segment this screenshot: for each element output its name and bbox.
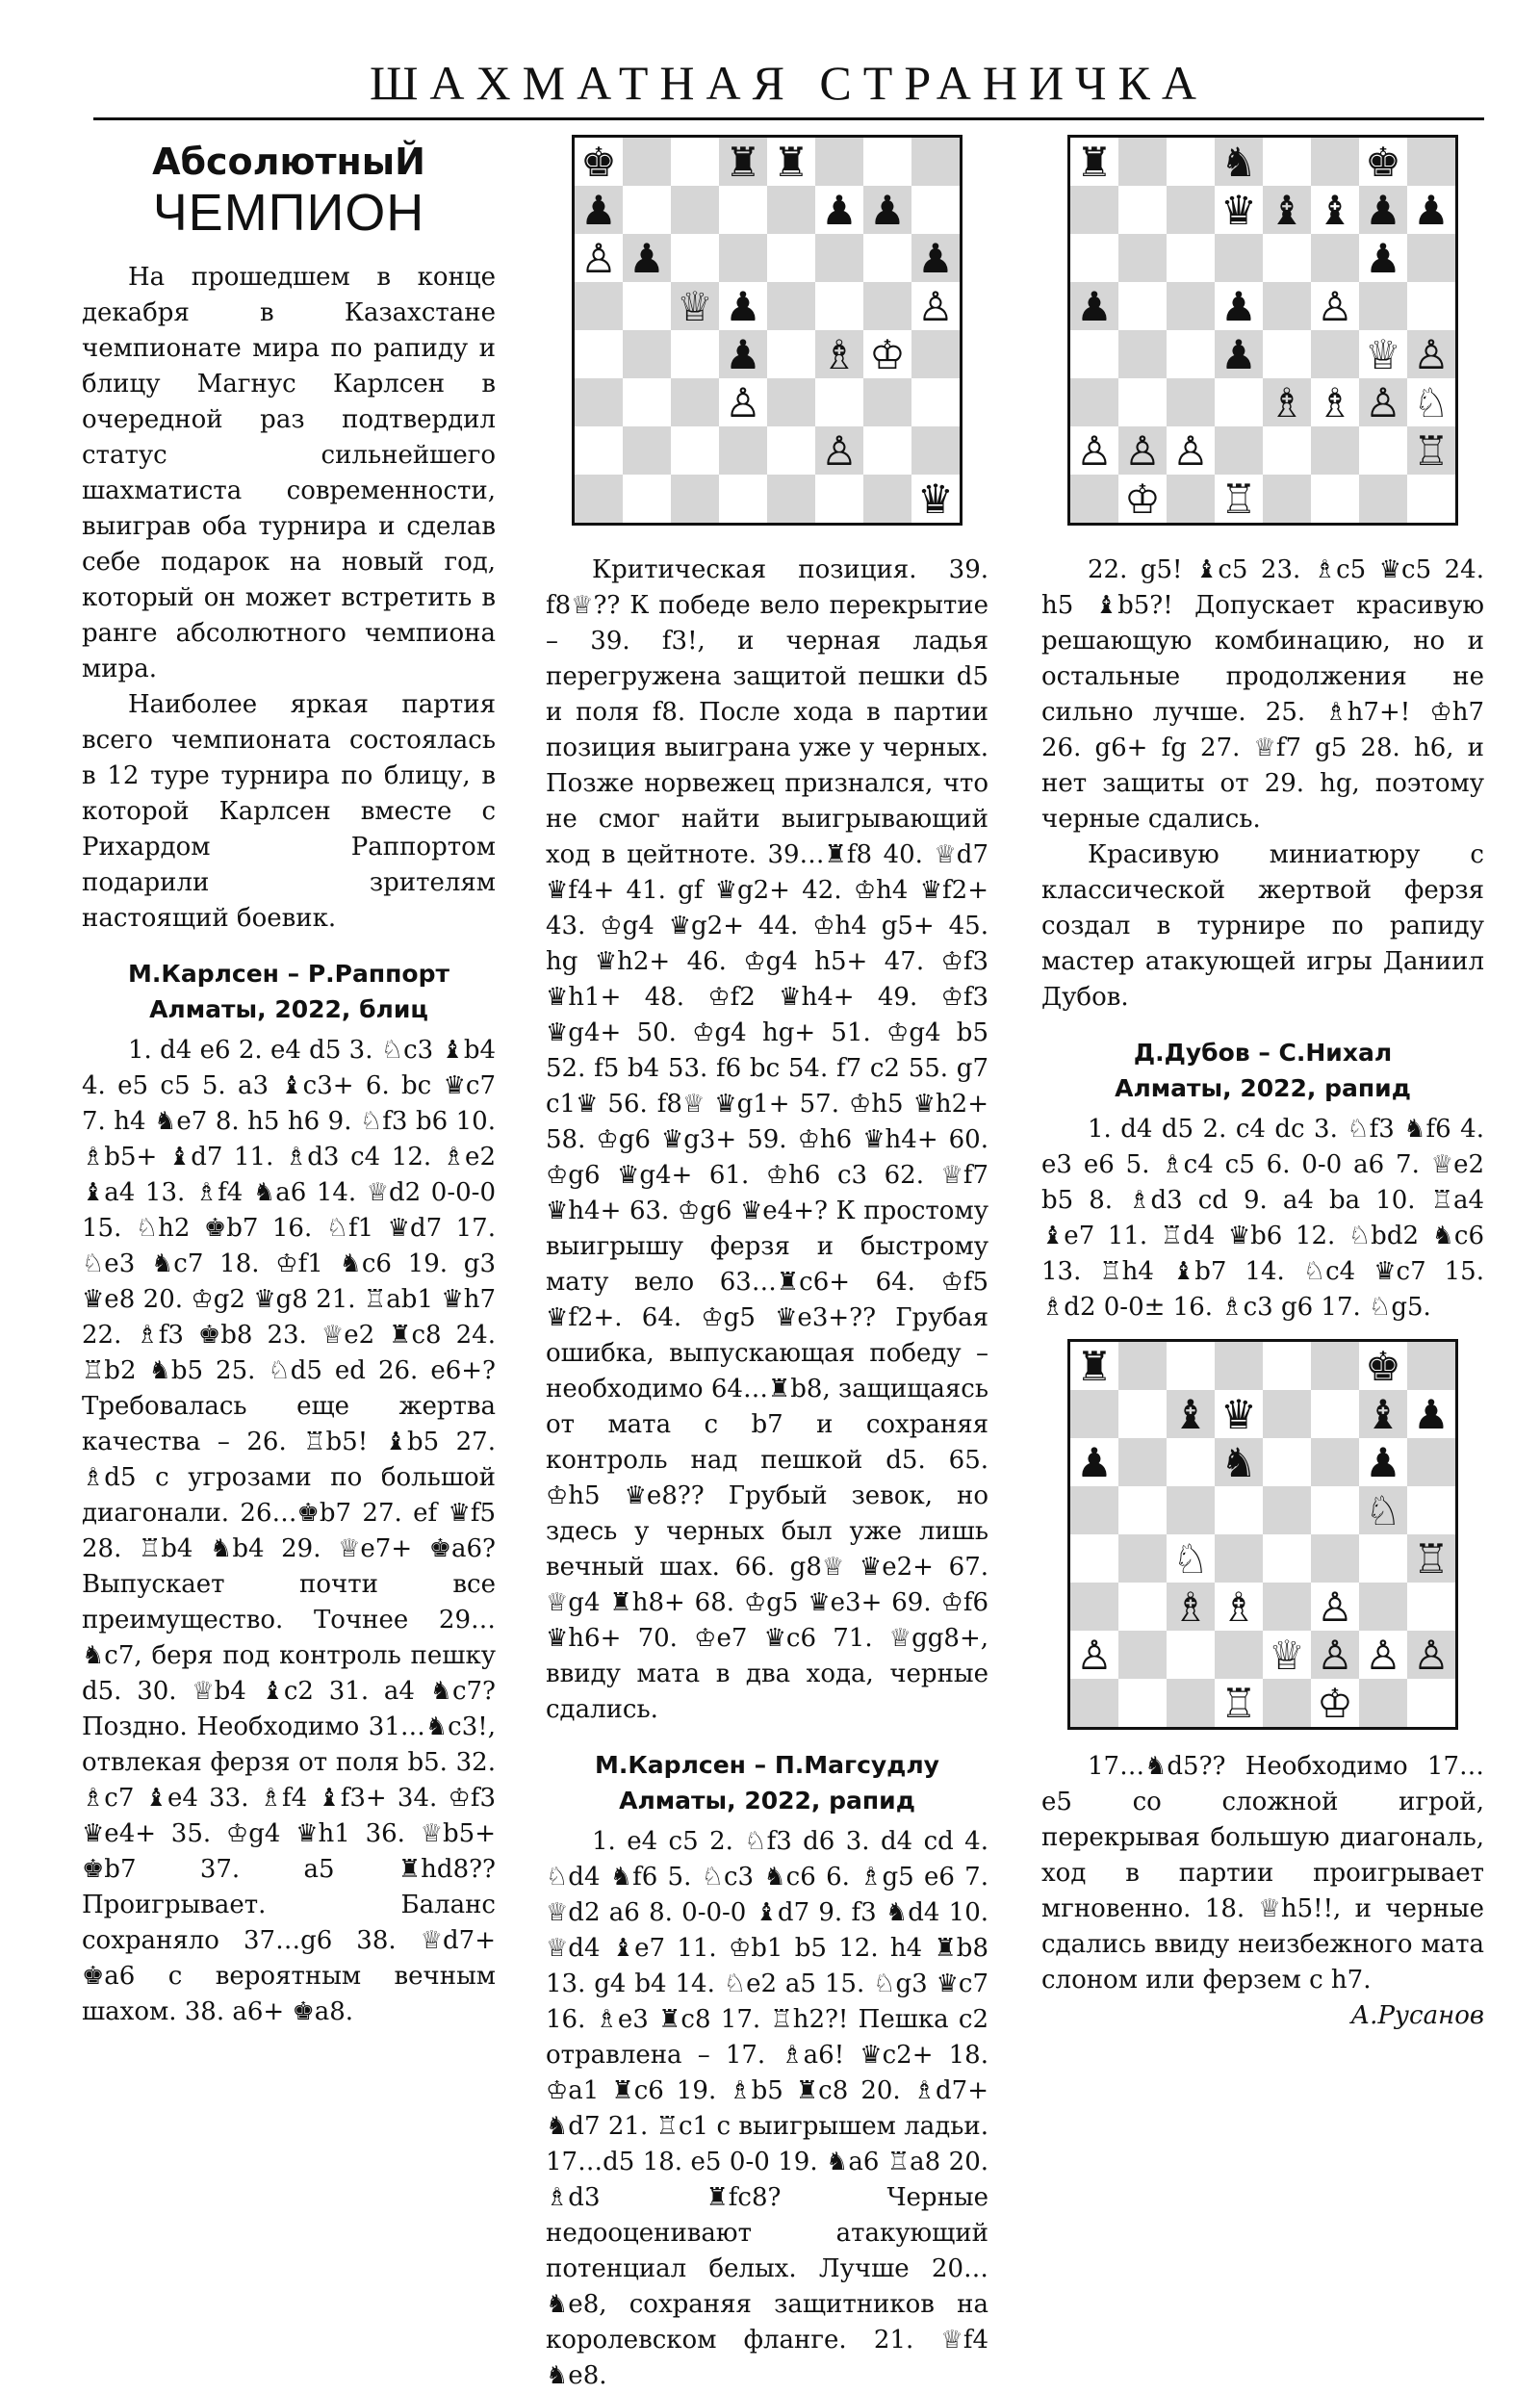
black-rook-icon: ♜	[725, 139, 761, 186]
white-rook-icon: ♖	[1413, 427, 1450, 475]
white-pawn-icon: ♙	[1365, 1632, 1401, 1679]
board-square	[671, 138, 719, 186]
board-square	[815, 378, 863, 426]
board-square	[1359, 426, 1407, 475]
board-square	[1311, 1342, 1359, 1390]
white-queen-icon: ♕	[677, 283, 713, 330]
board-square	[1070, 1486, 1118, 1534]
board-square	[911, 186, 960, 234]
board-square	[1118, 234, 1167, 282]
board-square	[1263, 330, 1311, 378]
game1-moves: 1. d4 e6 2. e4 d5 3. ♘c3 ♝b4 4. e5 c5 5. a3 ♝c3+ 6. bc ♛c7 7. h4 ♞e7 8. h5 h6 9. ♘f3 b6 10. ♗b5+ ♝d7 11. ♗d3 c4 12. ♗e2 ♝a4 13. ♗f4 ♞a6 14. ♕d2 0-0-0 15. ♘h2 ♚b7 16. ♘f1 ♛d7 17. ♘e3 ♞c7 18. ♔f1 ♞c6 19. g3 ♛e8 20. ♔g2 ♛g8 21. ♖ab1 ♛h7 22. ♗f3 ♚b8 23. ♕e2 ♜c8 24. ♖b2 ♞b5 25. ♘d5 ed 26. e6+? Требовалась еще жертва качества – 26. ♖b5! ♝b5 27. ♗d5 с угрозами по большой диагонали. 26…♚b7 27. ef ♛f5 28. ♖b4 ♞b4 29. ♕e7+ ♚a6? Выпускает почти все преимущество. Точнее 29…♞c7, беря под контроль пешку d5. 30. ♕b4 ♝c2 31. a4 ♞c7? Поздно. Необходимо 31…♞c3!, отвлекая ферзя от поля b5. 32. ♗c7 ♝e4 33. ♗f4 ♝f3+ 34. ♔f3 ♛e4+ 35. ♔g4 ♛h1 36. ♕b5+ ♚b7 37. a5 ♜hd8?? Проигрывает. Баланс сохраняло 37…g6 38. ♕d7+ ♚a6 с вероятным вечным шахом. 38. a6+ ♚a8.	[82, 1036, 496, 2026]
black-queen-icon: ♛	[1220, 187, 1257, 234]
black-bishop-icon: ♝	[1172, 1391, 1209, 1438]
board-square	[1263, 1534, 1311, 1583]
white-queen-icon: ♕	[1365, 331, 1401, 378]
white-rook-icon: ♖	[1220, 476, 1257, 523]
board-square	[767, 426, 815, 475]
white-pawn-icon: ♙	[821, 427, 858, 475]
board-square	[767, 282, 815, 330]
black-knight-icon: ♞	[1220, 1439, 1257, 1486]
white-pawn-icon: ♙	[1317, 283, 1353, 330]
board-square	[1263, 234, 1311, 282]
board-square	[1311, 1438, 1359, 1486]
board-square	[719, 186, 767, 234]
board-square	[1070, 186, 1118, 234]
black-pawn-icon: ♟	[725, 331, 761, 378]
board-square	[1167, 1486, 1215, 1534]
board-square	[1407, 1342, 1455, 1390]
board-square	[1167, 234, 1215, 282]
board-square	[863, 378, 911, 426]
black-pawn-icon: ♟	[725, 283, 761, 330]
chess-diagram-1	[572, 135, 962, 526]
board-square	[575, 282, 623, 330]
board-square	[623, 475, 671, 523]
board-square	[1118, 1534, 1167, 1583]
board-square	[1263, 138, 1311, 186]
board-square	[1311, 138, 1359, 186]
chess-diagram-3	[1067, 1339, 1458, 1730]
board-square	[767, 378, 815, 426]
black-king-icon: ♚	[580, 139, 617, 186]
white-king-icon: ♔	[1317, 1680, 1353, 1727]
white-knight-icon: ♘	[1172, 1535, 1209, 1583]
board-square	[1263, 1583, 1311, 1631]
board-square	[575, 426, 623, 475]
board-square	[911, 330, 960, 378]
game2-players: М.Карлсен – П.Магсудлу	[595, 1751, 939, 1779]
white-knight-icon: ♘	[1413, 379, 1450, 426]
white-pawn-icon: ♙	[1413, 1632, 1450, 1679]
board-square	[671, 475, 719, 523]
black-pawn-icon: ♟	[629, 235, 665, 282]
board-square	[1118, 378, 1167, 426]
board-square	[911, 426, 960, 475]
white-bishop-icon: ♗	[1317, 379, 1353, 426]
game1-continuation: Критическая позиция. 39. f8♕?? К победе вело перекрытие – 39. f3!, и черная ладья перегружена защитой пешки d5 и поля f8. После хода в партии позиция выиграна уже у черных. Позже норвежец признался, что не смог найти выигрывающий ход в цейтноте. 39…♜f8 40. ♕d7 ♛f4+ 41. gf ♛g2+ 42. ♔h4 ♛f2+ 43. ♔g4 ♛g2+ 44. ♔h4 g5+ 45. hg ♛h2+ 46. ♔g4 h5+ 47. ♔f3 ♛h1+ 48. ♔f2 ♛h4+ 49. ♔f3 ♛g4+ 50. ♔g4 hg+ 51. ♔g4 b5 52. f5 b4 53. f6 bc 54. f7 c2 55. g7 c1♛ 56. f8♕ ♛g1+ 57. ♔h5 ♛h2+ 58. ♔g6 ♛g3+ 59. ♔h6 ♛h4+ 60. ♔g6 ♛g4+ 61. ♔h6 c3 62. ♕f7 ♛h4+ 63. ♔g6 ♛e4+? К простому выигрышу ферзя и быстрому мату вело 63…♜c6+ 64. ♔f5 ♛f2+. 64. ♔g5 ♛e3+?? Грубая ошибка, выпускающая победу – необходимо 64…♜b8, защищаясь от мата с b7 и сохраняя контроль над пешкой d5. 65. ♔h5 ♛e8?? Грубый зевок, но здесь у черных был уже лишь вечный шах. 66. g8♕ ♛e2+ 67. ♕g4 ♜h8+ 68. ♔g5 ♛e3+ 69. ♔f6 ♛h6+ 70. ♔e7 ♛c6 71. ♕gg8+, ввиду мата в два хода, черные сдались.	[546, 555, 988, 1724]
black-pawn-icon: ♟	[1413, 1391, 1450, 1438]
board-square	[1118, 186, 1167, 234]
board-square	[1311, 426, 1359, 475]
board-square	[1359, 1679, 1407, 1727]
board-square	[1070, 330, 1118, 378]
board-square	[1167, 1342, 1215, 1390]
game3-players: Д.Дубов – С.Нихал	[1133, 1039, 1393, 1067]
board-square	[1167, 186, 1215, 234]
board-square	[575, 378, 623, 426]
board-square	[1311, 330, 1359, 378]
white-knight-icon: ♘	[1365, 1487, 1401, 1534]
board-square	[719, 475, 767, 523]
board-square	[1070, 475, 1118, 523]
board-square	[1167, 330, 1215, 378]
black-pawn-icon: ♟	[1365, 1439, 1401, 1486]
board-square	[1118, 1390, 1167, 1438]
board-square	[623, 282, 671, 330]
black-pawn-icon: ♟	[1220, 283, 1257, 330]
black-pawn-icon: ♟	[1365, 235, 1401, 282]
black-king-icon: ♚	[1365, 1343, 1401, 1390]
white-rook-icon: ♖	[1220, 1680, 1257, 1727]
white-pawn-icon: ♙	[1172, 427, 1209, 475]
black-rook-icon: ♜	[773, 139, 809, 186]
black-pawn-icon: ♟	[869, 187, 906, 234]
board-square	[767, 330, 815, 378]
black-queen-icon: ♛	[917, 476, 954, 523]
board-square	[1118, 330, 1167, 378]
white-bishop-icon: ♗	[1172, 1583, 1209, 1631]
board-square	[1215, 1534, 1263, 1583]
board-square	[1359, 1534, 1407, 1583]
board-square	[1118, 1342, 1167, 1390]
white-pawn-icon: ♙	[1076, 1632, 1113, 1679]
black-pawn-icon: ♟	[1076, 283, 1113, 330]
board-square	[767, 186, 815, 234]
white-pawn-icon: ♙	[725, 379, 761, 426]
board-square	[623, 186, 671, 234]
board-square	[1215, 1631, 1263, 1679]
board-square	[863, 426, 911, 475]
black-bishop-icon: ♝	[1317, 187, 1353, 234]
board-square	[1263, 1342, 1311, 1390]
board-square	[1118, 1631, 1167, 1679]
board-square	[1070, 1390, 1118, 1438]
game2-moves: 1. e4 c5 2. ♘f3 d6 3. d4 cd 4. ♘d4 ♞f6 5. ♘c3 ♞c6 6. ♗g5 e6 7. ♕d2 a6 8. 0-0-0 ♝d7 9. f3 ♞d4 10. ♕d4 ♝e7 11. ♔b1 b5 12. h4 ♜b8 13. g4 b4 14. ♘e2 a5 15. ♘g3 ♛c7 16. ♗e3 ♜c8 17. ♖h2?! Пешка c2 отравлена – 17. ♗a6! ♛c2+ 18. ♔a1 ♜c6 19. ♗b5 ♜c8 20. ♗d7+ ♞d7 21. ♖c1 с выигрышем ладьи. 17…d5 18. e5 0-0 19. ♞a6 ♖a8 20. ♗d3 ♜fc8? Черные недооценивают атакующий потенциал белых. Лучше 20…♞e8, сохраняя защитников на королевском фланге. 21. ♕f4 ♞e8.	[546, 1827, 988, 2390]
column-2	[546, 135, 988, 2394]
board-square	[1407, 234, 1455, 282]
white-bishop-icon: ♗	[821, 331, 858, 378]
board-square	[1118, 1438, 1167, 1486]
intro-paragraph-1: На прошедшем в конце декабря в Казахстане чемпионате мира по рапиду и блицу Магнус Карлсен в очередной раз подтвердил статус сильнейшего шахматиста современности, выиграв оба турнира и сделав себе подарок на новый год, который он может встретить в ранге абсолютного чемпиона мира.	[82, 263, 496, 683]
board-square	[767, 234, 815, 282]
board-square	[815, 282, 863, 330]
board-square	[1215, 1342, 1263, 1390]
black-pawn-icon: ♟	[580, 187, 617, 234]
board-square	[623, 378, 671, 426]
game3-header	[1041, 1035, 1484, 1106]
board-square	[1263, 1438, 1311, 1486]
board-square	[671, 330, 719, 378]
board-square	[1263, 282, 1311, 330]
intro-paragraph-2: Наиболее яркая партия всего чемпионата состоялась в 12 туре турнира по блицу, в которой Карлсен вместе с Рихардом Раппортом подарили зрителям настоящий боевик.	[82, 690, 496, 933]
board-square	[1215, 378, 1263, 426]
board-square	[1167, 475, 1215, 523]
board-square	[575, 475, 623, 523]
chess-diagram-2	[1067, 135, 1458, 526]
board-square	[815, 138, 863, 186]
black-queen-icon: ♛	[1220, 1391, 1257, 1438]
board-square	[575, 330, 623, 378]
board-square	[1118, 282, 1167, 330]
board-square	[719, 234, 767, 282]
game3-continuation: 17…♞d5?? Необходимо 17…e5 со сложной игрой, перекрывая большую диагональ, ход в партии проигрывает мгновенно. 18. ♕h5!!, и черные сдались ввиду неизбежного мата слоном или ферзем с h7.	[1041, 1752, 1484, 1995]
board-square	[1359, 282, 1407, 330]
white-bishop-icon: ♗	[1269, 379, 1305, 426]
board-square	[1311, 1486, 1359, 1534]
game1-header	[82, 956, 496, 1027]
board-square	[863, 475, 911, 523]
white-queen-icon: ♕	[1269, 1632, 1305, 1679]
board-square	[1407, 475, 1455, 523]
white-pawn-icon: ♙	[1365, 379, 1401, 426]
board-square	[671, 186, 719, 234]
board-square	[1070, 1534, 1118, 1583]
board-square	[1359, 1583, 1407, 1631]
board-square	[1311, 1534, 1359, 1583]
black-knight-icon: ♞	[1220, 139, 1257, 186]
white-pawn-icon: ♙	[1317, 1583, 1353, 1631]
board-square	[1407, 282, 1455, 330]
board-square	[1167, 1631, 1215, 1679]
white-pawn-icon: ♙	[580, 235, 617, 282]
article-title-line1: АбсолютныЙ	[152, 141, 425, 183]
board-square	[1167, 1438, 1215, 1486]
board-square	[767, 475, 815, 523]
board-square	[911, 138, 960, 186]
game3-event: Алматы, 2022, рапид	[1115, 1074, 1411, 1102]
board-square	[1263, 475, 1311, 523]
board-square	[1311, 234, 1359, 282]
board-square	[1407, 138, 1455, 186]
board-square	[863, 234, 911, 282]
white-pawn-icon: ♙	[1317, 1632, 1353, 1679]
board-square	[1407, 1583, 1455, 1631]
white-rook-icon: ♖	[1413, 1535, 1450, 1583]
game1-event: Алматы, 2022, блиц	[149, 995, 428, 1023]
column-3	[1041, 135, 1484, 2034]
black-bishop-icon: ♝	[1269, 187, 1305, 234]
board-square	[1118, 138, 1167, 186]
white-king-icon: ♔	[869, 331, 906, 378]
board-square	[623, 426, 671, 475]
board-square	[1263, 1390, 1311, 1438]
board-square	[1118, 1679, 1167, 1727]
board-square	[1070, 1679, 1118, 1727]
board-square	[671, 378, 719, 426]
board-square	[1167, 282, 1215, 330]
game3-moves: 1. d4 d5 2. c4 dc 3. ♘f3 ♞f6 4. e3 e6 5. ♗c4 c5 6. 0-0 a6 7. ♕e2 b5 8. ♗d3 cd 9. a4 ba 10. ♖a4 ♝e7 11. ♖d4 ♛b6 12. ♘bd2 ♞c6 13. ♖h4 ♝b7 14. ♘c4 ♛c7 15. ♗d2 0-0± 16. ♗c3 g6 17. ♘g5.	[1041, 1115, 1484, 1322]
white-king-icon: ♔	[1124, 476, 1161, 523]
board-square	[911, 378, 960, 426]
board-square	[1070, 234, 1118, 282]
board-square	[1118, 1583, 1167, 1631]
board-square	[1407, 1679, 1455, 1727]
black-pawn-icon: ♟	[1076, 1439, 1113, 1486]
black-rook-icon: ♜	[1076, 1343, 1113, 1390]
board-square	[1167, 1679, 1215, 1727]
black-pawn-icon: ♟	[1220, 331, 1257, 378]
board-square	[1311, 475, 1359, 523]
game2-continuation: 22. g5! ♝c5 23. ♗c5 ♛c5 24. h5 ♝b5?! Допускает красивую решающую комбинацию, но и остальные продолжения не сильно лучше. 25. ♗h7+! ♔h7 26. g6+ fg 27. ♕f7 g5 28. h6, и нет защиты от 29. hg, поэтому черные сдались.	[1041, 555, 1484, 834]
board-square	[1118, 1486, 1167, 1534]
white-pawn-icon: ♙	[1124, 427, 1161, 475]
board-square	[815, 475, 863, 523]
board-square	[623, 330, 671, 378]
board-square	[1359, 475, 1407, 523]
page-header: ШАХМАТНАЯ СТРАНИЧКА	[93, 48, 1484, 120]
board-square	[1407, 1486, 1455, 1534]
black-king-icon: ♚	[1365, 139, 1401, 186]
article-title-line2: ЧЕМПИОН	[152, 184, 425, 242]
white-pawn-icon: ♙	[1413, 331, 1450, 378]
board-square	[1311, 1390, 1359, 1438]
board-square	[1215, 234, 1263, 282]
board-square	[1263, 1679, 1311, 1727]
black-pawn-icon: ♟	[1365, 187, 1401, 234]
board-square	[863, 138, 911, 186]
black-pawn-icon: ♟	[821, 187, 858, 234]
board-square	[671, 234, 719, 282]
board-square	[815, 234, 863, 282]
board-square	[1167, 138, 1215, 186]
board-square	[671, 426, 719, 475]
board-square	[863, 282, 911, 330]
column-1	[82, 135, 496, 2030]
game2-header	[546, 1747, 988, 1818]
board-square	[1407, 1438, 1455, 1486]
black-bishop-icon: ♝	[1365, 1391, 1401, 1438]
author-signature: А.Русанов	[1350, 2001, 1484, 2030]
black-pawn-icon: ♟	[917, 235, 954, 282]
board-square	[1263, 426, 1311, 475]
black-pawn-icon: ♟	[1413, 187, 1450, 234]
white-pawn-icon: ♙	[1076, 427, 1113, 475]
board-square	[1215, 1486, 1263, 1534]
white-bishop-icon: ♗	[1220, 1583, 1257, 1631]
board-square	[1070, 378, 1118, 426]
board-square	[1070, 1583, 1118, 1631]
black-rook-icon: ♜	[1076, 139, 1113, 186]
board-square	[1215, 426, 1263, 475]
white-pawn-icon: ♙	[917, 283, 954, 330]
board-square	[623, 138, 671, 186]
board-square	[1167, 378, 1215, 426]
board-square	[1263, 1486, 1311, 1534]
game2-event: Алматы, 2022, рапид	[619, 1787, 915, 1815]
board-square	[719, 426, 767, 475]
bridge-paragraph: Красивую миниатюру с классической жертвой ферзя создал в турнире по рапиду мастер атакующей игры Даниил Дубов.	[1041, 840, 1484, 1012]
game1-players: М.Карлсен – Р.Раппорт	[128, 960, 449, 988]
